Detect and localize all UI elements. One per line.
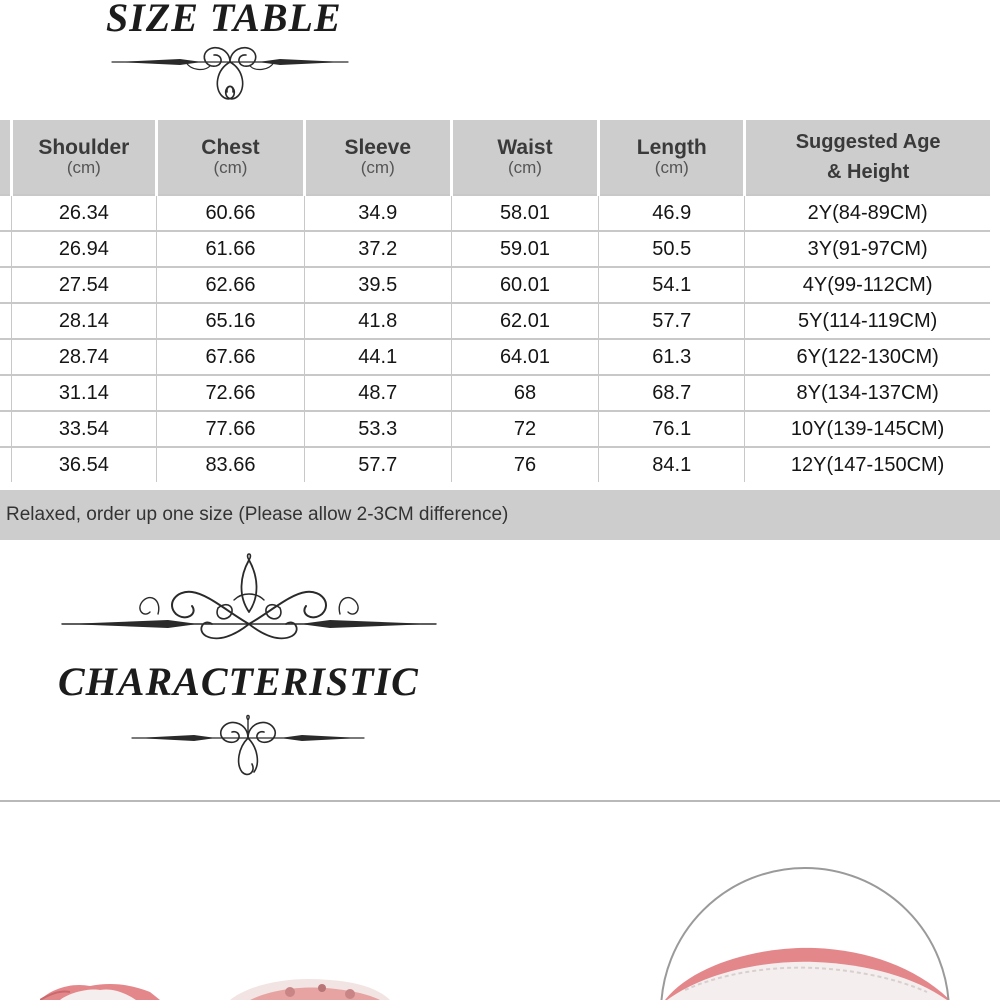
cell-waist: 68 [451, 375, 599, 411]
cell-sleeve: 34.9 [304, 195, 451, 231]
cell-chest: 60.66 [157, 195, 305, 231]
size-table-title: SIZE TABLE [106, 0, 342, 40]
table-row [0, 303, 990, 339]
header-shoulder: Shoulder (cm) [11, 120, 157, 195]
cell-blank [0, 195, 11, 231]
cell-shoulder: 31.14 [11, 375, 157, 411]
cell-sleeve: 44.1 [304, 339, 451, 375]
cell-blank [0, 447, 11, 482]
cell-chest: 67.66 [157, 339, 305, 375]
header-age-height: Suggested Age & Height [745, 120, 990, 195]
cell-age-height: 10Y(139-145CM) [745, 411, 990, 447]
cell-waist: 58.01 [451, 195, 599, 231]
table-row [0, 375, 990, 411]
cell-chest: 61.66 [157, 231, 305, 267]
scroll-ornament-bottom-icon [130, 712, 366, 778]
cell-chest: 72.66 [157, 375, 305, 411]
product-photo-left [40, 960, 160, 1000]
product-photo-middle [230, 958, 390, 1000]
size-table [0, 120, 990, 482]
cell-length: 76.1 [599, 411, 745, 447]
header-chest: Chest (cm) [157, 120, 305, 195]
cell-chest: 77.66 [157, 411, 305, 447]
header-waist: Waist (cm) [451, 120, 599, 195]
cell-shoulder: 27.54 [11, 267, 157, 303]
table-header-row [0, 120, 990, 195]
cell-length: 50.5 [599, 231, 745, 267]
cell-blank [0, 375, 11, 411]
cell-length: 68.7 [599, 375, 745, 411]
characteristic-title: CHARACTERISTIC [58, 659, 419, 704]
header-blank [0, 120, 11, 195]
cell-shoulder: 28.14 [11, 303, 157, 339]
cell-waist: 72 [451, 411, 599, 447]
cell-blank [0, 303, 11, 339]
fit-note-text: Relaxed, order up one size (Please allow 2-3CM difference) [6, 504, 509, 525]
cell-blank [0, 339, 11, 375]
cell-waist: 60.01 [451, 267, 599, 303]
cell-age-height: 6Y(122-130CM) [745, 339, 990, 375]
scroll-ornament-top-icon [110, 40, 350, 102]
cell-length: 46.9 [599, 195, 745, 231]
cell-shoulder: 26.34 [11, 195, 157, 231]
cell-age-height: 3Y(91-97CM) [745, 231, 990, 267]
cell-sleeve: 41.8 [304, 303, 451, 339]
cell-sleeve: 57.7 [304, 447, 451, 482]
cell-age-height: 2Y(84-89CM) [745, 195, 990, 231]
cell-age-height: 8Y(134-137CM) [745, 375, 990, 411]
cell-length: 54.1 [599, 267, 745, 303]
fit-note-bar [0, 490, 1000, 540]
cell-blank [0, 411, 11, 447]
cell-shoulder: 28.74 [11, 339, 157, 375]
header-sleeve: Sleeve (cm) [304, 120, 451, 195]
cell-waist: 76 [451, 447, 599, 482]
cell-age-height: 12Y(147-150CM) [745, 447, 990, 482]
table-row [0, 447, 990, 482]
section-divider [0, 800, 1000, 802]
cell-shoulder: 36.54 [11, 447, 157, 482]
scroll-ornament-large-icon [58, 552, 440, 650]
table-row [0, 339, 990, 375]
cell-length: 61.3 [599, 339, 745, 375]
cell-length: 57.7 [599, 303, 745, 339]
cell-blank [0, 231, 11, 267]
product-photo-circle [655, 862, 955, 1000]
cell-blank [0, 267, 11, 303]
cell-sleeve: 53.3 [304, 411, 451, 447]
cell-waist: 62.01 [451, 303, 599, 339]
cell-waist: 64.01 [451, 339, 599, 375]
table-row [0, 267, 990, 303]
table-row [0, 231, 990, 267]
cell-sleeve: 37.2 [304, 231, 451, 267]
cell-chest: 83.66 [157, 447, 305, 482]
cell-sleeve: 39.5 [304, 267, 451, 303]
cell-length: 84.1 [599, 447, 745, 482]
cell-age-height: 5Y(114-119CM) [745, 303, 990, 339]
cell-shoulder: 33.54 [11, 411, 157, 447]
header-length: Length (cm) [599, 120, 745, 195]
cell-waist: 59.01 [451, 231, 599, 267]
cell-sleeve: 48.7 [304, 375, 451, 411]
table-row [0, 411, 990, 447]
table-row [0, 195, 990, 231]
cell-chest: 65.16 [157, 303, 305, 339]
cell-chest: 62.66 [157, 267, 305, 303]
cell-shoulder: 26.94 [11, 231, 157, 267]
cell-age-height: 4Y(99-112CM) [745, 267, 990, 303]
